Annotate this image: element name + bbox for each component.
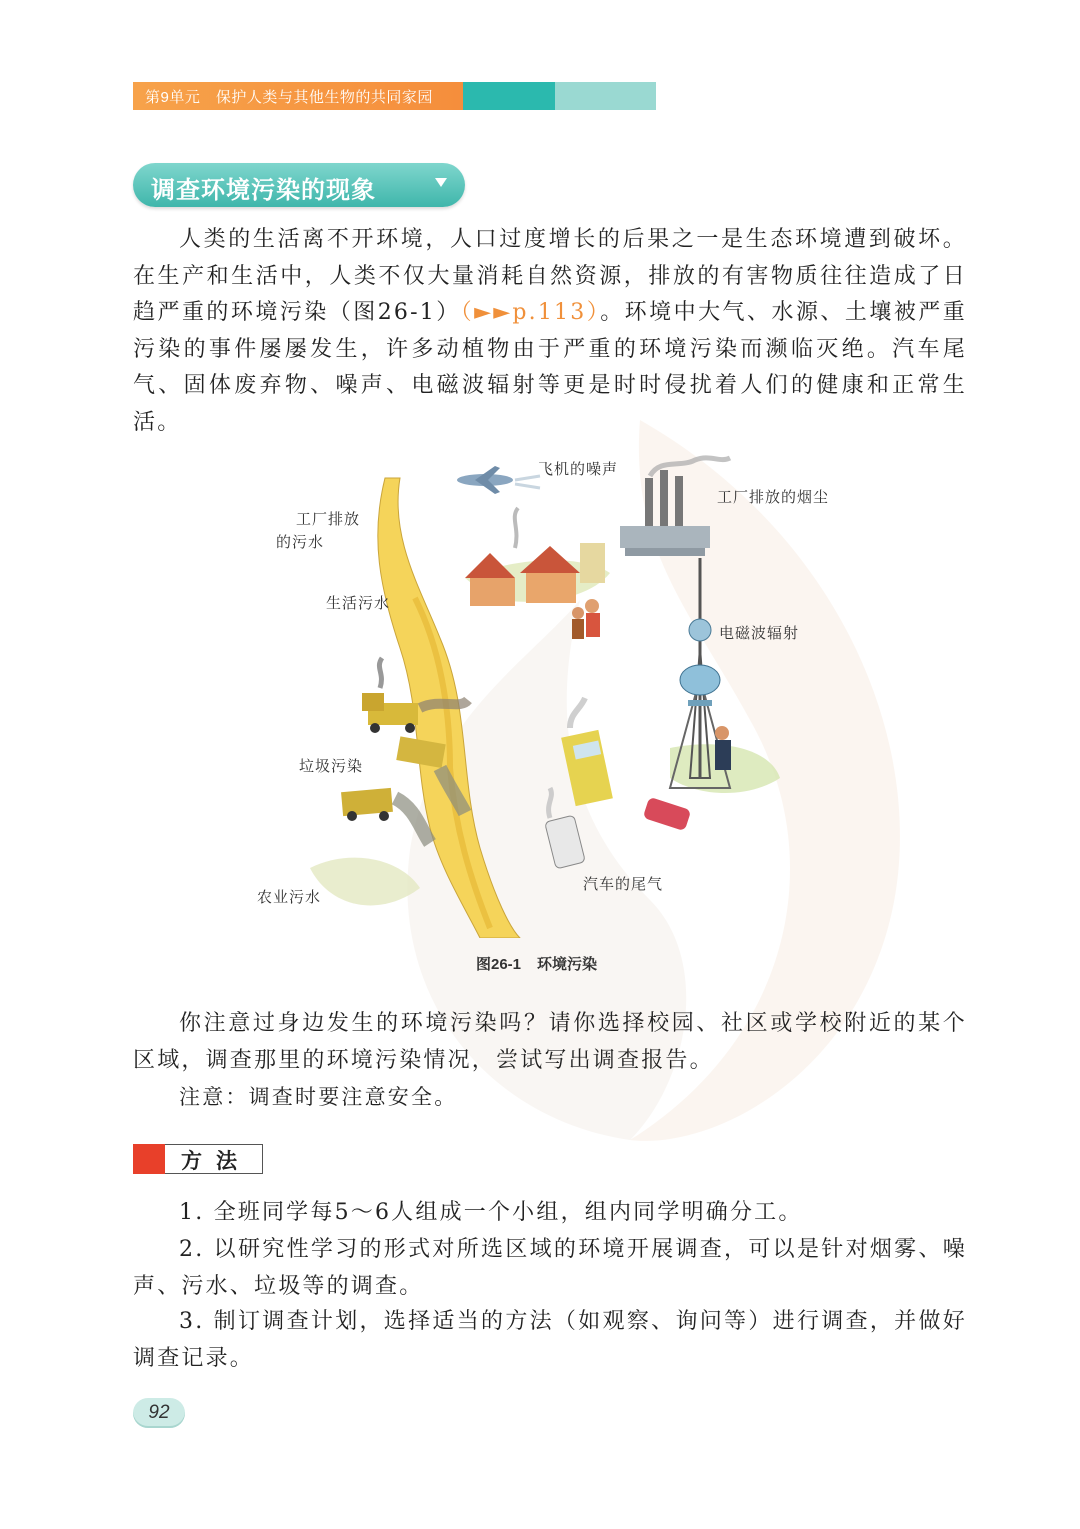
unit-label: 第9单元 保护人类与其他生物的共同家园 [145,89,433,106]
section-title-pill [133,163,465,207]
band-teal-segment [463,82,555,110]
vehicles-icon [545,698,692,869]
unit-header-band [133,82,656,110]
page-reference-link[interactable]: （►►p.113） [460,300,601,325]
label-factory-sewage-line2: 的污水 [276,533,325,551]
method-red-marker [133,1144,165,1174]
method-step-2: 2. 以研究性学习的形式对所选区域的环境开展调查，可以是针对烟雾、噪声、污水、垃圾等的调查。 [133,1237,967,1299]
label-plane-noise: 飞机的噪声 [538,460,619,478]
page-number: 92 [133,1398,185,1428]
label-factory-sewage-line1: 工厂排放 [296,510,361,528]
method-heading [133,1144,264,1174]
label-em-radiation: 电磁波辐射 [719,624,800,642]
figure-number: 图26-1 [476,956,522,973]
method-step-3: 3. 制订调查计划，选择适当的方法（如观察、询问等）进行调查，并做好调查记录。 [133,1309,967,1371]
question-paragraph: 你注意过身边发生的环境污染吗？请你选择校园、社区或学校附近的某个区域，调查那里的环境污染情况，尝试写出调查报告。 [133,1011,967,1073]
intro-text-part2: 。环境中大气、水源、土壤被严重污染的事件屡屡发生，许多动植物由于严重的环境污染而濒临灭绝。汽车尾气、固体废弃物、噪声、电磁波辐射等更是时时侵扰着人们的健康和正常生活。 [133,300,967,435]
label-agri-sewage: 农业污水 [257,888,322,906]
triangle-down-icon [435,178,447,187]
method-step-1: 1. 全班同学每5～6人组成一个小组，组内同学明确分工。 [179,1200,803,1225]
band-light-teal-segment [555,82,656,110]
factory-icon [620,458,730,556]
intro-paragraph [133,222,967,441]
method-heading-text: 方法 [181,1150,251,1173]
label-garbage: 垃圾污染 [299,757,364,775]
figure-caption-text: 环境污染 [537,956,598,973]
safety-note: 注意：调查时要注意安全。 [179,1085,458,1109]
section-title: 调查环境污染的现象 [151,177,376,204]
intro-text-part1: 人类的生活离不开环境，人口过度增长的后果之一是生态环境遭到破坏。在生产和生活中，人类不仅大量消耗自然资源，排放的有害物质往往造成了日趋严重的环境污染（图26-1） [133,227,967,325]
label-car-exhaust: 汽车的尾气 [583,875,664,893]
figure-caption [476,953,597,974]
airplane-icon [457,466,540,494]
label-factory-smoke: 工厂排放的烟尘 [717,488,830,506]
label-domestic-sewage: 生活污水 [326,594,391,612]
